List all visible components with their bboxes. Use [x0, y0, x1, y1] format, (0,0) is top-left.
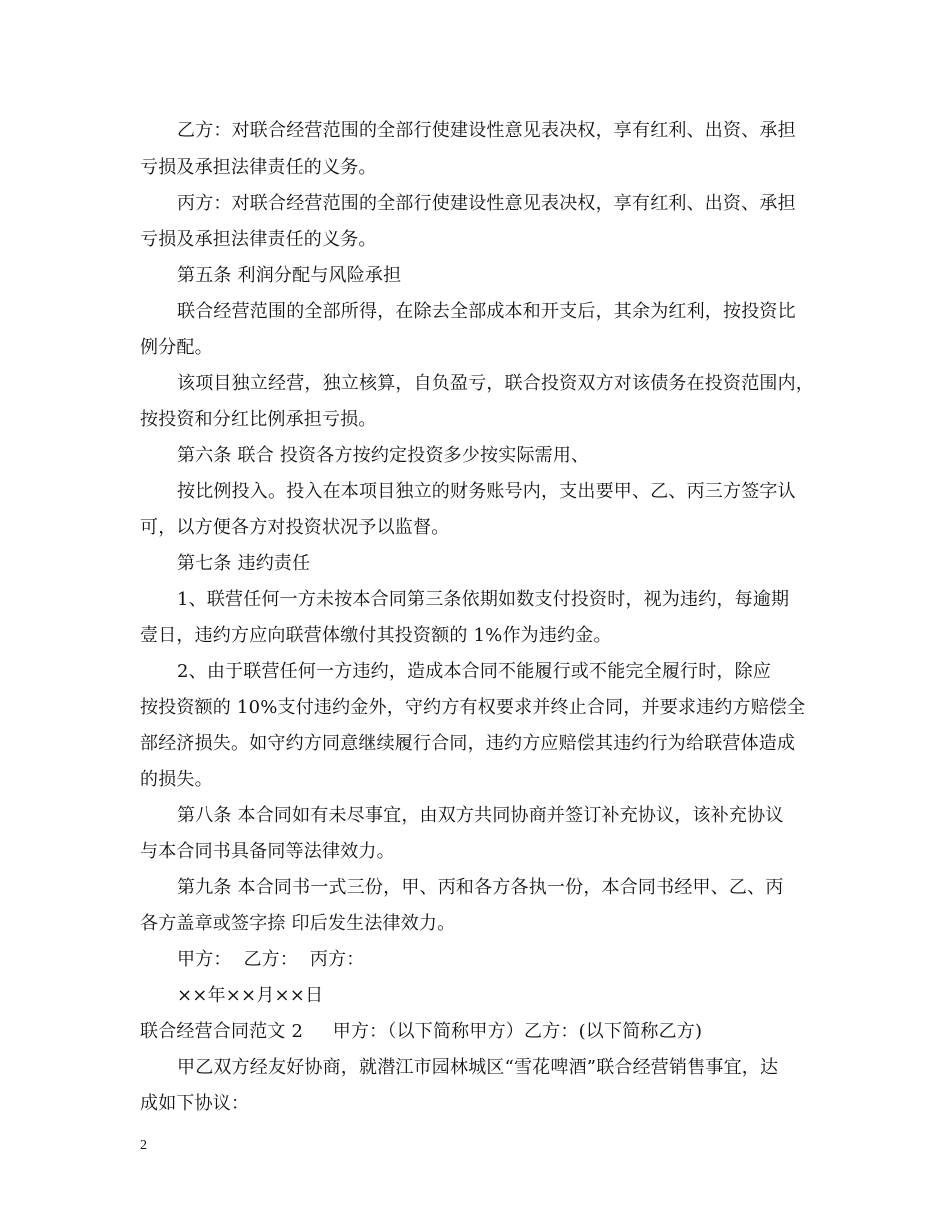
- text-line: 该项目独立经营，独立核算，自负盈亏，联合投资双方对该债务在投资范围内，: [177, 373, 814, 394]
- text-line: 丙方：对联合经营范围的全部行使建设性意见表决权，享有红利、出资、承担: [177, 193, 796, 214]
- text-line: 例分配。: [140, 337, 213, 358]
- section-heading: 第七条 违约责任: [177, 553, 311, 574]
- contract-title-line: 联合经营合同范文 2 甲方：（以下简称甲方）乙方：(以下简称乙方): [140, 1021, 703, 1042]
- text-line: 与本合同书具备同等法律效力。: [140, 841, 395, 862]
- section-heading: 第六条 联合 投资各方按约定投资多少按实际需用、: [177, 445, 590, 466]
- section-heading: 第五条 利润分配与风险承担: [177, 265, 402, 286]
- text-line: 1、联营任何一方未按本合同第三条依期如数支付投资时，视为违约，每逾期: [177, 589, 790, 610]
- date-line: ××年××月××日: [177, 985, 324, 1006]
- text-line: 联合经营范围的全部所得，在除去全部成本和开支后，其余为红利，按投资比: [177, 301, 796, 322]
- text-line: 第九条 本合同书一式三份，甲、丙和各方各执一份，本合同书经甲、乙、丙: [177, 877, 784, 898]
- text-line: 各方盖章或签字捺 印后发生法律效力。: [140, 913, 456, 934]
- signature-parties: 甲方： 乙方： 丙方：: [177, 949, 365, 970]
- page-number: 2: [140, 1138, 147, 1153]
- text-line: 可，以方便各方对投资状况予以监督。: [140, 517, 450, 538]
- text-line: 的损失。: [140, 769, 213, 790]
- text-line: 乙方：对联合经营范围的全部行使建设性意见表决权，享有红利、出资、承担: [177, 120, 796, 141]
- text-line: 按投资和分红比例承担亏损。: [140, 409, 377, 430]
- text-line: 壹日，违约方应向联营体缴付其投资额的 1%作为违约金。: [140, 625, 612, 646]
- text-line: 亏损及承担法律责任的义务。: [140, 157, 377, 178]
- text-line: 第八条 本合同如有未尽事宜，由双方共同协商并签订补充协议，该补充协议: [177, 805, 784, 826]
- text-line: 部经济损失。如守约方同意继续履行合同，违约方应赔偿其违约行为给联营体造成: [140, 733, 796, 754]
- text-line: 甲乙双方经友好协商，就潜江市园林城区“雪花啤酒”联合经营销售事宜，达: [177, 1057, 779, 1078]
- text-line: 按投资额的 10%支付违约金外，守约方有权要求并终止合同，并要求违约方赔偿全: [140, 697, 806, 718]
- text-line: 成如下协议：: [140, 1093, 250, 1114]
- text-line: 按比例投入。投入在本项目独立的财务账号内，支出要甲、乙、丙三方签字认: [177, 481, 796, 502]
- text-line: 亏损及承担法律责任的义务。: [140, 229, 377, 250]
- text-line: 2、由于联营任何一方违约，造成本合同不能履行或不能完全履行时，除应: [177, 661, 772, 682]
